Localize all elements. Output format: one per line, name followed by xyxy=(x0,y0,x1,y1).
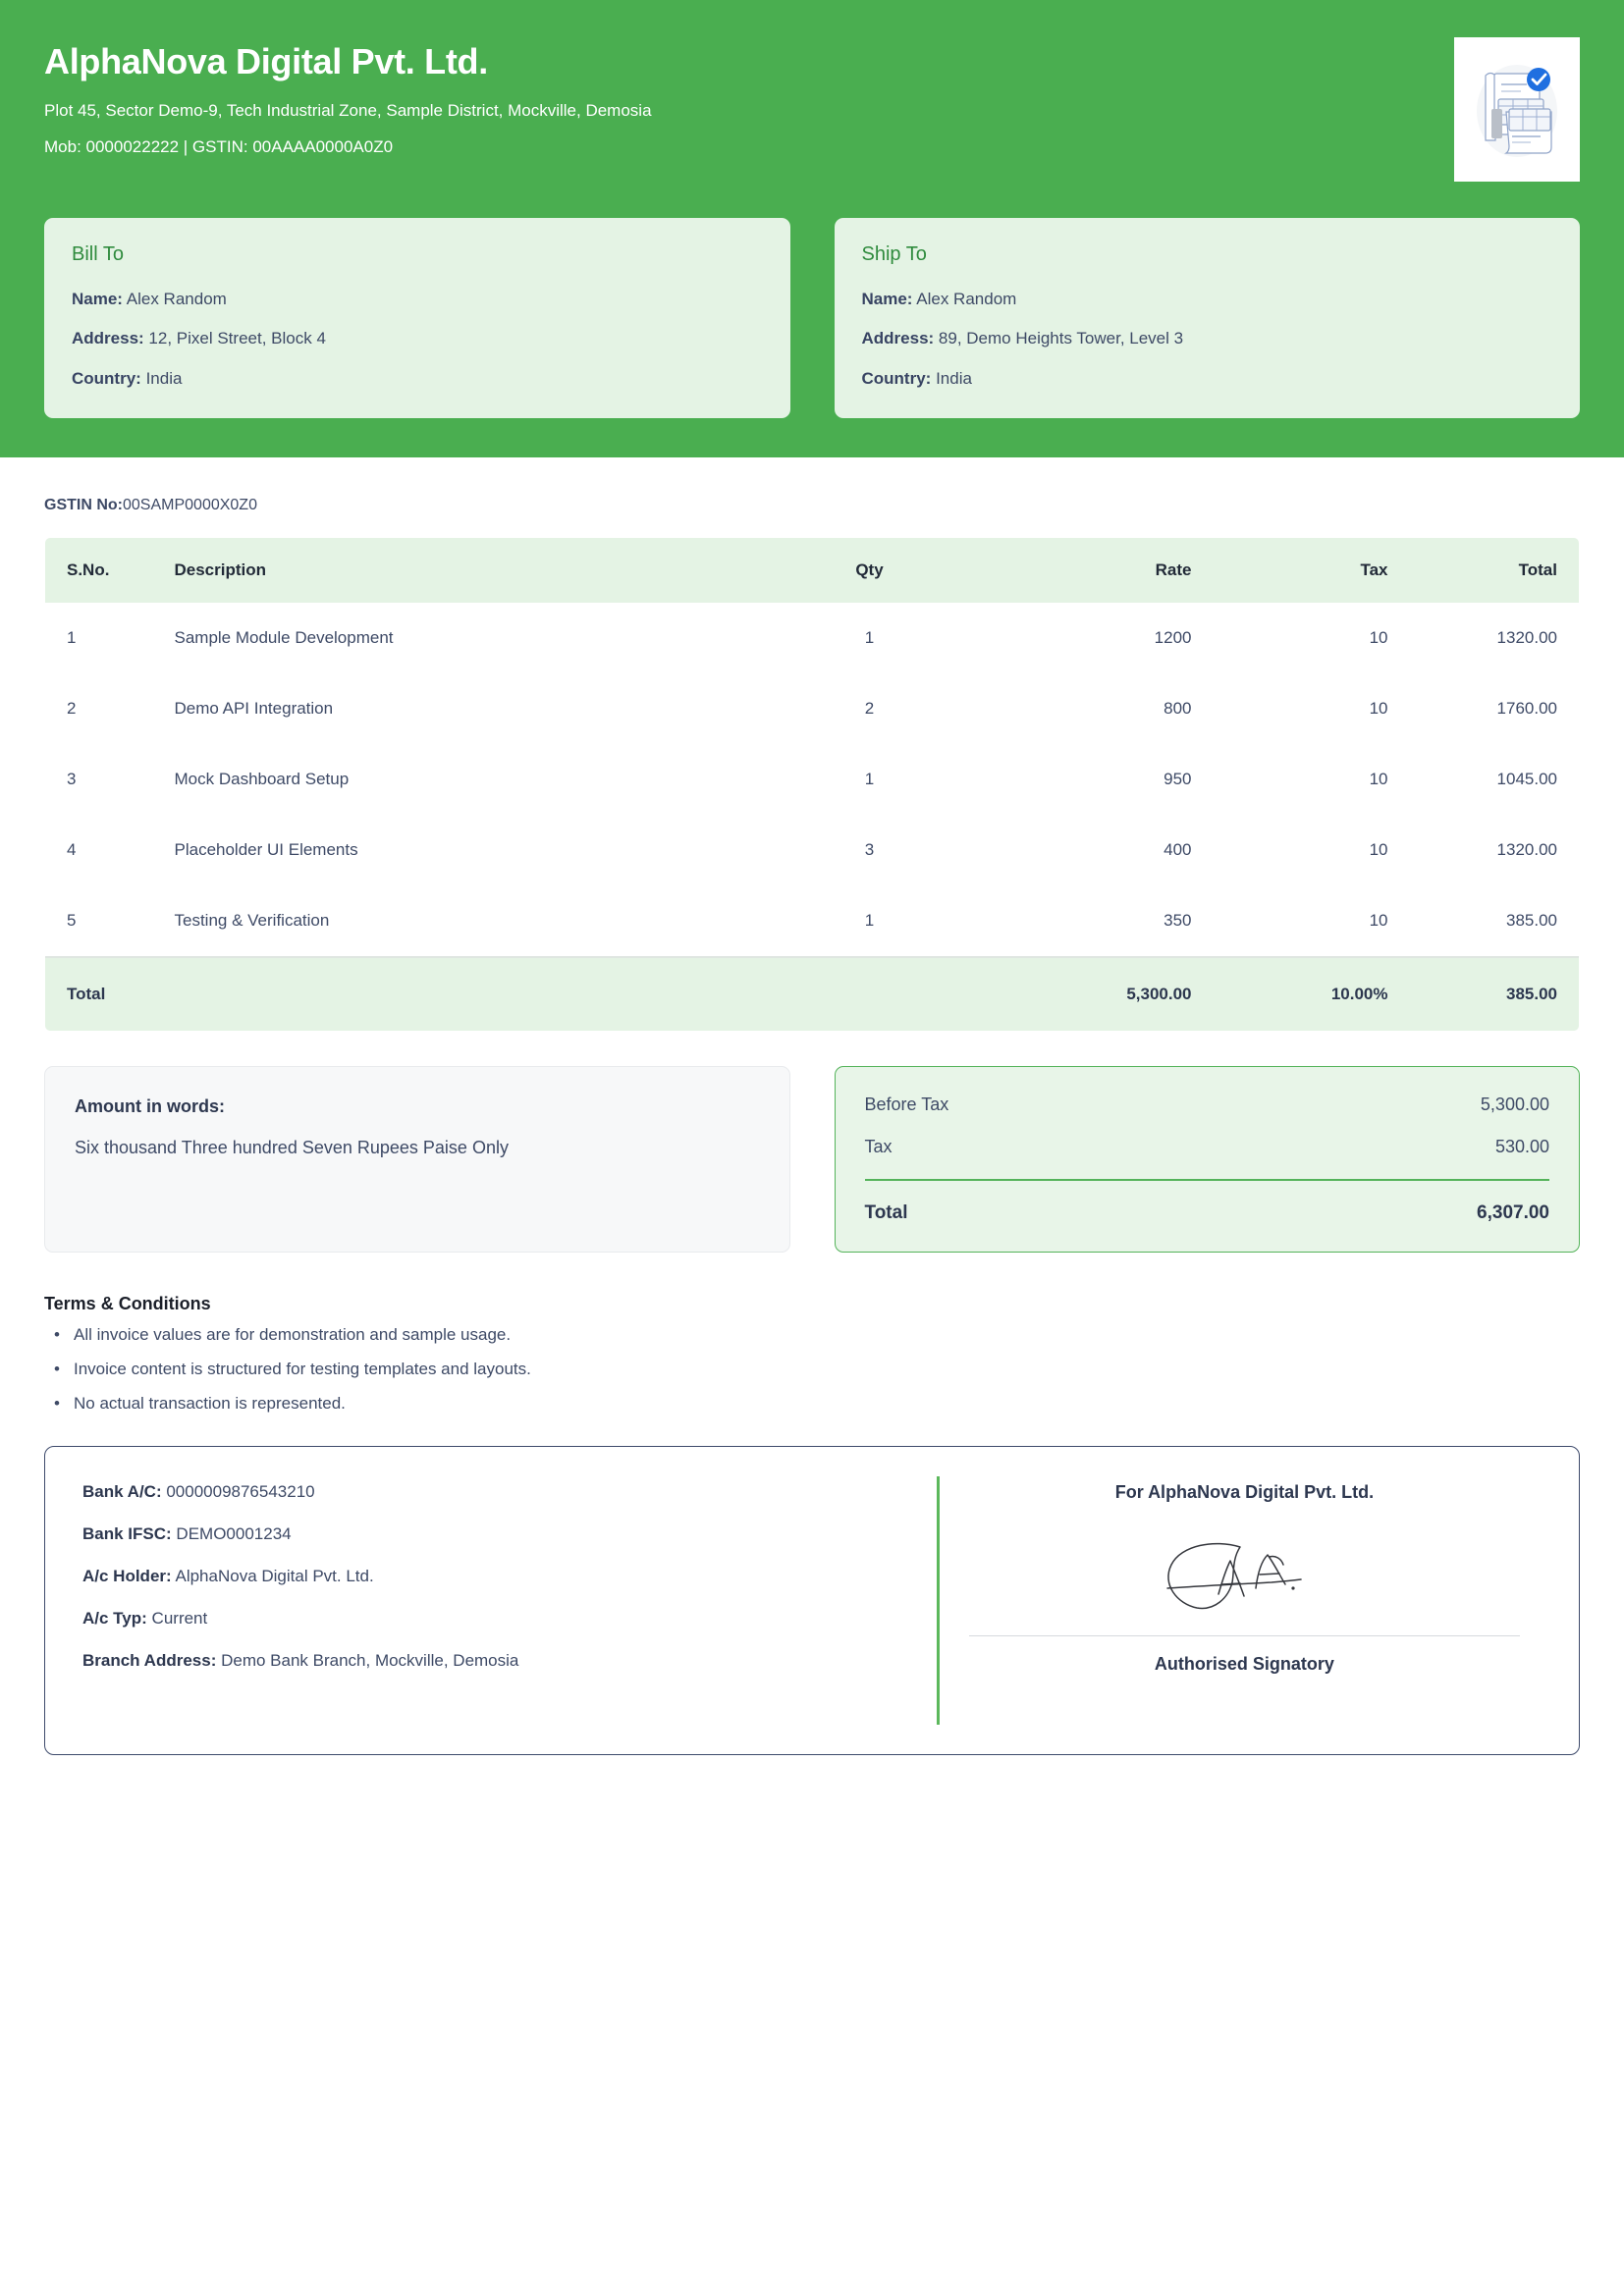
items-table xyxy=(44,537,1580,1032)
footer-total: 385.00 xyxy=(1410,957,1580,1032)
bank-details xyxy=(75,1476,937,1725)
table-row xyxy=(45,673,1580,744)
bank-type-row xyxy=(82,1609,937,1629)
bank-ac-label: Bank A/C: xyxy=(82,1481,162,1501)
signature-for-line: For AlphaNova Digital Pvt. Ltd. xyxy=(1114,1481,1375,1502)
column-header-qty: Qty xyxy=(752,537,988,603)
ship-to-country-label: Country: xyxy=(861,368,932,388)
items-table-body xyxy=(45,603,1580,957)
ship-to-address-row xyxy=(862,328,1553,348)
ship-to-name-value: Alex Random xyxy=(916,290,1017,308)
bank-branch-row xyxy=(82,1651,937,1671)
bank-ifsc-row xyxy=(82,1524,937,1544)
ship-to-country-value: India xyxy=(936,368,972,388)
cell-tax: 10 xyxy=(1214,885,1410,957)
bank-branch-label: Branch Address: xyxy=(82,1650,217,1670)
cell-total: 1045.00 xyxy=(1410,744,1580,815)
grand-total-row xyxy=(865,1202,1550,1224)
cell-tax: 10 xyxy=(1214,673,1410,744)
before-tax-row xyxy=(865,1095,1550,1115)
summary-section xyxy=(44,1066,1580,1253)
bill-to-title: Bill To xyxy=(72,243,124,265)
cell-rate: 1200 xyxy=(988,603,1214,673)
items-table-head xyxy=(45,537,1580,603)
gstin-value: 00SAMP0000X0Z0 xyxy=(123,496,257,513)
amount-in-words-box xyxy=(44,1066,790,1253)
ship-to-country-row xyxy=(862,368,1553,389)
ship-to-address-value: 89, Demo Heights Tower, Level 3 xyxy=(938,329,1184,348)
column-header-tax: Tax xyxy=(1214,537,1410,603)
bank-holder-row xyxy=(82,1567,937,1586)
bank-ifsc-label: Bank IFSC: xyxy=(82,1523,172,1543)
ship-to-address-label: Address: xyxy=(861,329,935,348)
cell-sno: 2 xyxy=(45,673,163,744)
footer-rate: 5,300.00 xyxy=(988,957,1214,1032)
bill-to-address-row xyxy=(72,328,763,348)
cell-rate: 800 xyxy=(988,673,1214,744)
bill-to-address-label: Address: xyxy=(72,329,144,348)
footer-spacer xyxy=(163,957,752,1032)
header-top-row xyxy=(44,37,1580,182)
ship-to-title: Ship To xyxy=(861,243,927,265)
cell-description: Sample Module Development xyxy=(163,603,752,673)
cell-description: Demo API Integration xyxy=(163,673,752,744)
cell-total: 1320.00 xyxy=(1410,815,1580,885)
bill-to-country-label: Country: xyxy=(72,368,141,388)
ship-to-name-row xyxy=(862,289,1553,309)
cell-sno: 1 xyxy=(45,603,163,673)
authorised-signatory-label: Authorised Signatory xyxy=(1154,1653,1334,1674)
column-header-sno: S.No. xyxy=(45,537,163,603)
signature-rule xyxy=(969,1635,1520,1636)
items-header-row xyxy=(45,537,1580,603)
cell-description: Placeholder UI Elements xyxy=(163,815,752,885)
cell-qty: 1 xyxy=(752,603,988,673)
footer-label: Total xyxy=(45,957,163,1032)
table-row xyxy=(45,815,1580,885)
company-name: AlphaNova Digital Pvt. Ltd. xyxy=(44,41,488,81)
bank-type-label: A/c Typ: xyxy=(82,1608,147,1628)
bill-to-name-label: Name: xyxy=(72,290,123,308)
list-item: • No actual transaction is represented. xyxy=(44,1394,1580,1414)
cell-total: 1760.00 xyxy=(1410,673,1580,744)
bank-branch-value: Demo Bank Branch, Mockville, Demosia xyxy=(221,1650,519,1670)
list-item: • Invoice content is structured for testing templates and layouts. xyxy=(44,1360,1580,1379)
footer-qty xyxy=(752,957,988,1032)
cell-total: 385.00 xyxy=(1410,885,1580,957)
cell-rate: 400 xyxy=(988,815,1214,885)
amount-in-words-title: Amount in words: xyxy=(75,1095,225,1116)
signature-block xyxy=(937,1476,1549,1725)
table-row xyxy=(45,603,1580,673)
column-header-description: Description xyxy=(163,537,752,603)
company-logo xyxy=(1454,37,1580,182)
cell-rate: 350 xyxy=(988,885,1214,957)
invoice-header xyxy=(0,0,1624,457)
list-item: • All invoice values are for demonstration and sample usage. xyxy=(44,1325,1580,1345)
company-block xyxy=(44,37,652,157)
handwritten-signature-icon xyxy=(1146,1524,1342,1628)
terms-list xyxy=(44,1325,1580,1414)
company-address: Plot 45, Sector Demo-9, Tech Industrial Zone, Sample District, Mockville, Demosia xyxy=(44,101,652,121)
cell-qty: 2 xyxy=(752,673,988,744)
column-header-total: Total xyxy=(1410,537,1580,603)
before-tax-label: Before Tax xyxy=(864,1094,949,1114)
cell-description: Testing & Verification xyxy=(163,885,752,957)
bank-holder-label: A/c Holder: xyxy=(82,1566,172,1585)
invoice-body xyxy=(0,497,1624,1755)
cell-tax: 10 xyxy=(1214,744,1410,815)
cell-qty: 3 xyxy=(752,815,988,885)
footer-box xyxy=(44,1446,1580,1755)
bill-to-country-value: India xyxy=(145,368,183,388)
gstin-line xyxy=(44,497,1580,514)
ship-to-name-label: Name: xyxy=(861,290,913,308)
cell-sno: 3 xyxy=(45,744,163,815)
tax-label: Tax xyxy=(864,1136,893,1156)
totals-box xyxy=(835,1066,1581,1253)
cell-qty: 1 xyxy=(752,885,988,957)
table-row xyxy=(45,885,1580,957)
terms-section xyxy=(44,1294,1580,1414)
cell-total: 1320.00 xyxy=(1410,603,1580,673)
bill-to-name-row xyxy=(72,289,763,309)
footer-tax: 10.00% xyxy=(1214,957,1410,1032)
grand-total-label: Total xyxy=(864,1201,908,1223)
totals-divider xyxy=(865,1179,1550,1181)
before-tax-value: 5,300.00 xyxy=(1480,1094,1549,1114)
cell-description: Mock Dashboard Setup xyxy=(163,744,752,815)
cell-tax: 10 xyxy=(1214,603,1410,673)
bill-to-card xyxy=(44,218,790,418)
bill-to-name-value: Alex Random xyxy=(126,290,227,308)
tax-row xyxy=(865,1137,1550,1157)
amount-in-words-value: Six thousand Three hundred Seven Rupees Paise Only xyxy=(75,1137,509,1157)
bank-type-value: Current xyxy=(151,1608,208,1628)
invoice-document-verified-icon xyxy=(1466,52,1568,168)
parties-section xyxy=(44,218,1580,418)
cell-sno: 4 xyxy=(45,815,163,885)
column-header-rate: Rate xyxy=(988,537,1214,603)
bank-ifsc-value: DEMO0001234 xyxy=(176,1523,292,1543)
company-contact: Mob: 0000022222 | GSTIN: 00AAAA0000A0Z0 xyxy=(44,137,394,157)
bill-to-country-row xyxy=(72,368,763,389)
terms-title: Terms & Conditions xyxy=(44,1293,211,1313)
gstin-label: GSTIN No: xyxy=(44,496,123,513)
cell-sno: 5 xyxy=(45,885,163,957)
cell-tax: 10 xyxy=(1214,815,1410,885)
items-total-row xyxy=(45,957,1580,1032)
ship-to-card xyxy=(835,218,1581,418)
bank-ac-row xyxy=(82,1482,937,1502)
bank-holder-value: AlphaNova Digital Pvt. Ltd. xyxy=(175,1566,374,1585)
bill-to-address-value: 12, Pixel Street, Block 4 xyxy=(148,329,326,348)
grand-total-value: 6,307.00 xyxy=(1477,1201,1549,1223)
cell-qty: 1 xyxy=(752,744,988,815)
table-row xyxy=(45,744,1580,815)
items-table-foot xyxy=(45,957,1580,1032)
bank-ac-value: 0000009876543210 xyxy=(166,1481,315,1501)
cell-rate: 950 xyxy=(988,744,1214,815)
tax-value: 530.00 xyxy=(1494,1136,1549,1156)
